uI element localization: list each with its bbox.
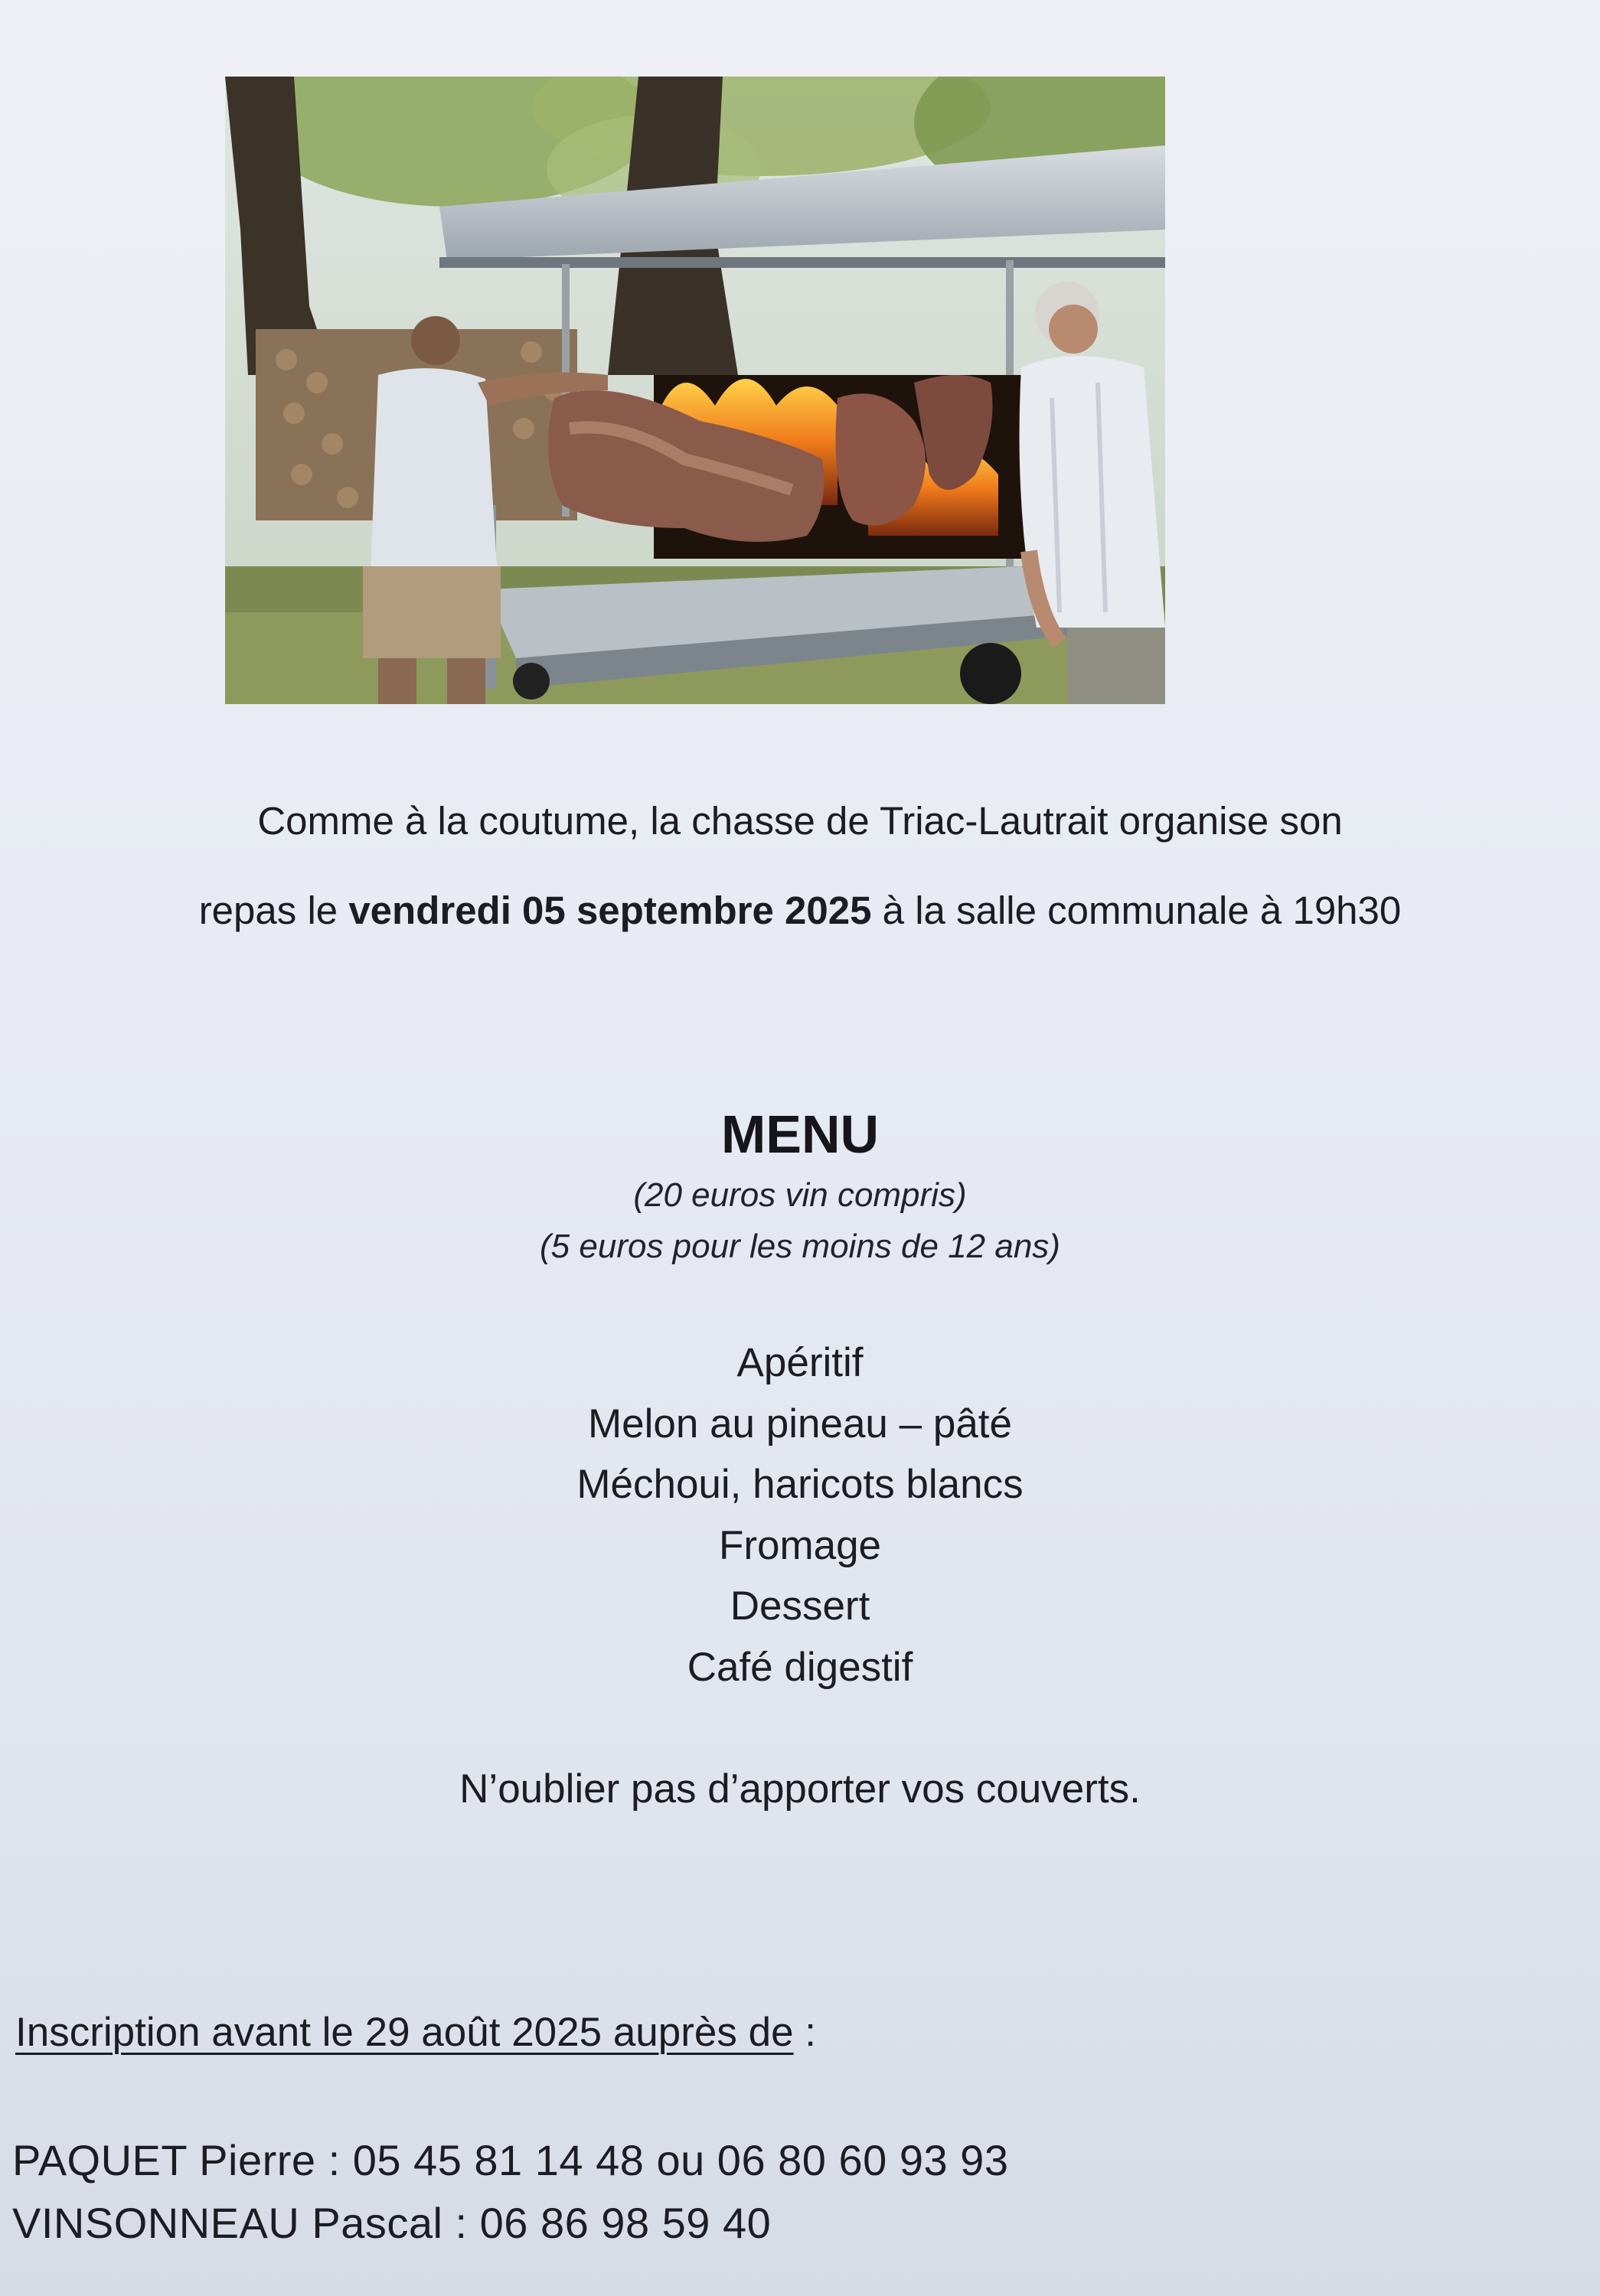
cutlery-note: N’oublier pas d’apporter vos couverts. [459, 1766, 1141, 1812]
intro-line-2 [0, 888, 1600, 933]
menu-course: Méchoui, haricots blancs [576, 1462, 1024, 1507]
event-photo [225, 77, 1165, 704]
intro-line-2-prefix: repas le [198, 889, 349, 932]
inscription-line [15, 2009, 816, 2056]
inscription-label: Inscription avant le 29 août 2025 auprès de [15, 2010, 794, 2055]
price-adult: (20 euros vin compris) [633, 1176, 967, 1214]
menu-course: Dessert [730, 1583, 870, 1629]
menu-course: Melon au pineau – pâté [588, 1401, 1012, 1446]
menu-title: MENU [720, 1104, 880, 1164]
intro-line-2-suffix: à la salle communale à 19h30 [871, 889, 1402, 932]
inscription-suffix: : [793, 2010, 817, 2055]
contact-vinsonneau: VINSONNEAU Pascal : 06 86 98 59 40 [12, 2199, 772, 2247]
price-child: (5 euros pour les moins de 12 ans) [540, 1228, 1060, 1265]
mechoui-photo-image [225, 77, 1165, 704]
menu-course: Fromage [718, 1523, 882, 1568]
menu-course: Café digestif [687, 1645, 913, 1690]
contact-paquet: PAQUET Pierre : 05 45 81 14 48 ou 06 80 60 93 93 [12, 2136, 1009, 2184]
event-date: vendredi 05 septembre 2025 [348, 889, 872, 932]
menu-course: Apéritif [736, 1340, 864, 1385]
intro-line-1: Comme à la coutume, la chasse de Triac-Lautrait organise son [257, 799, 1343, 843]
